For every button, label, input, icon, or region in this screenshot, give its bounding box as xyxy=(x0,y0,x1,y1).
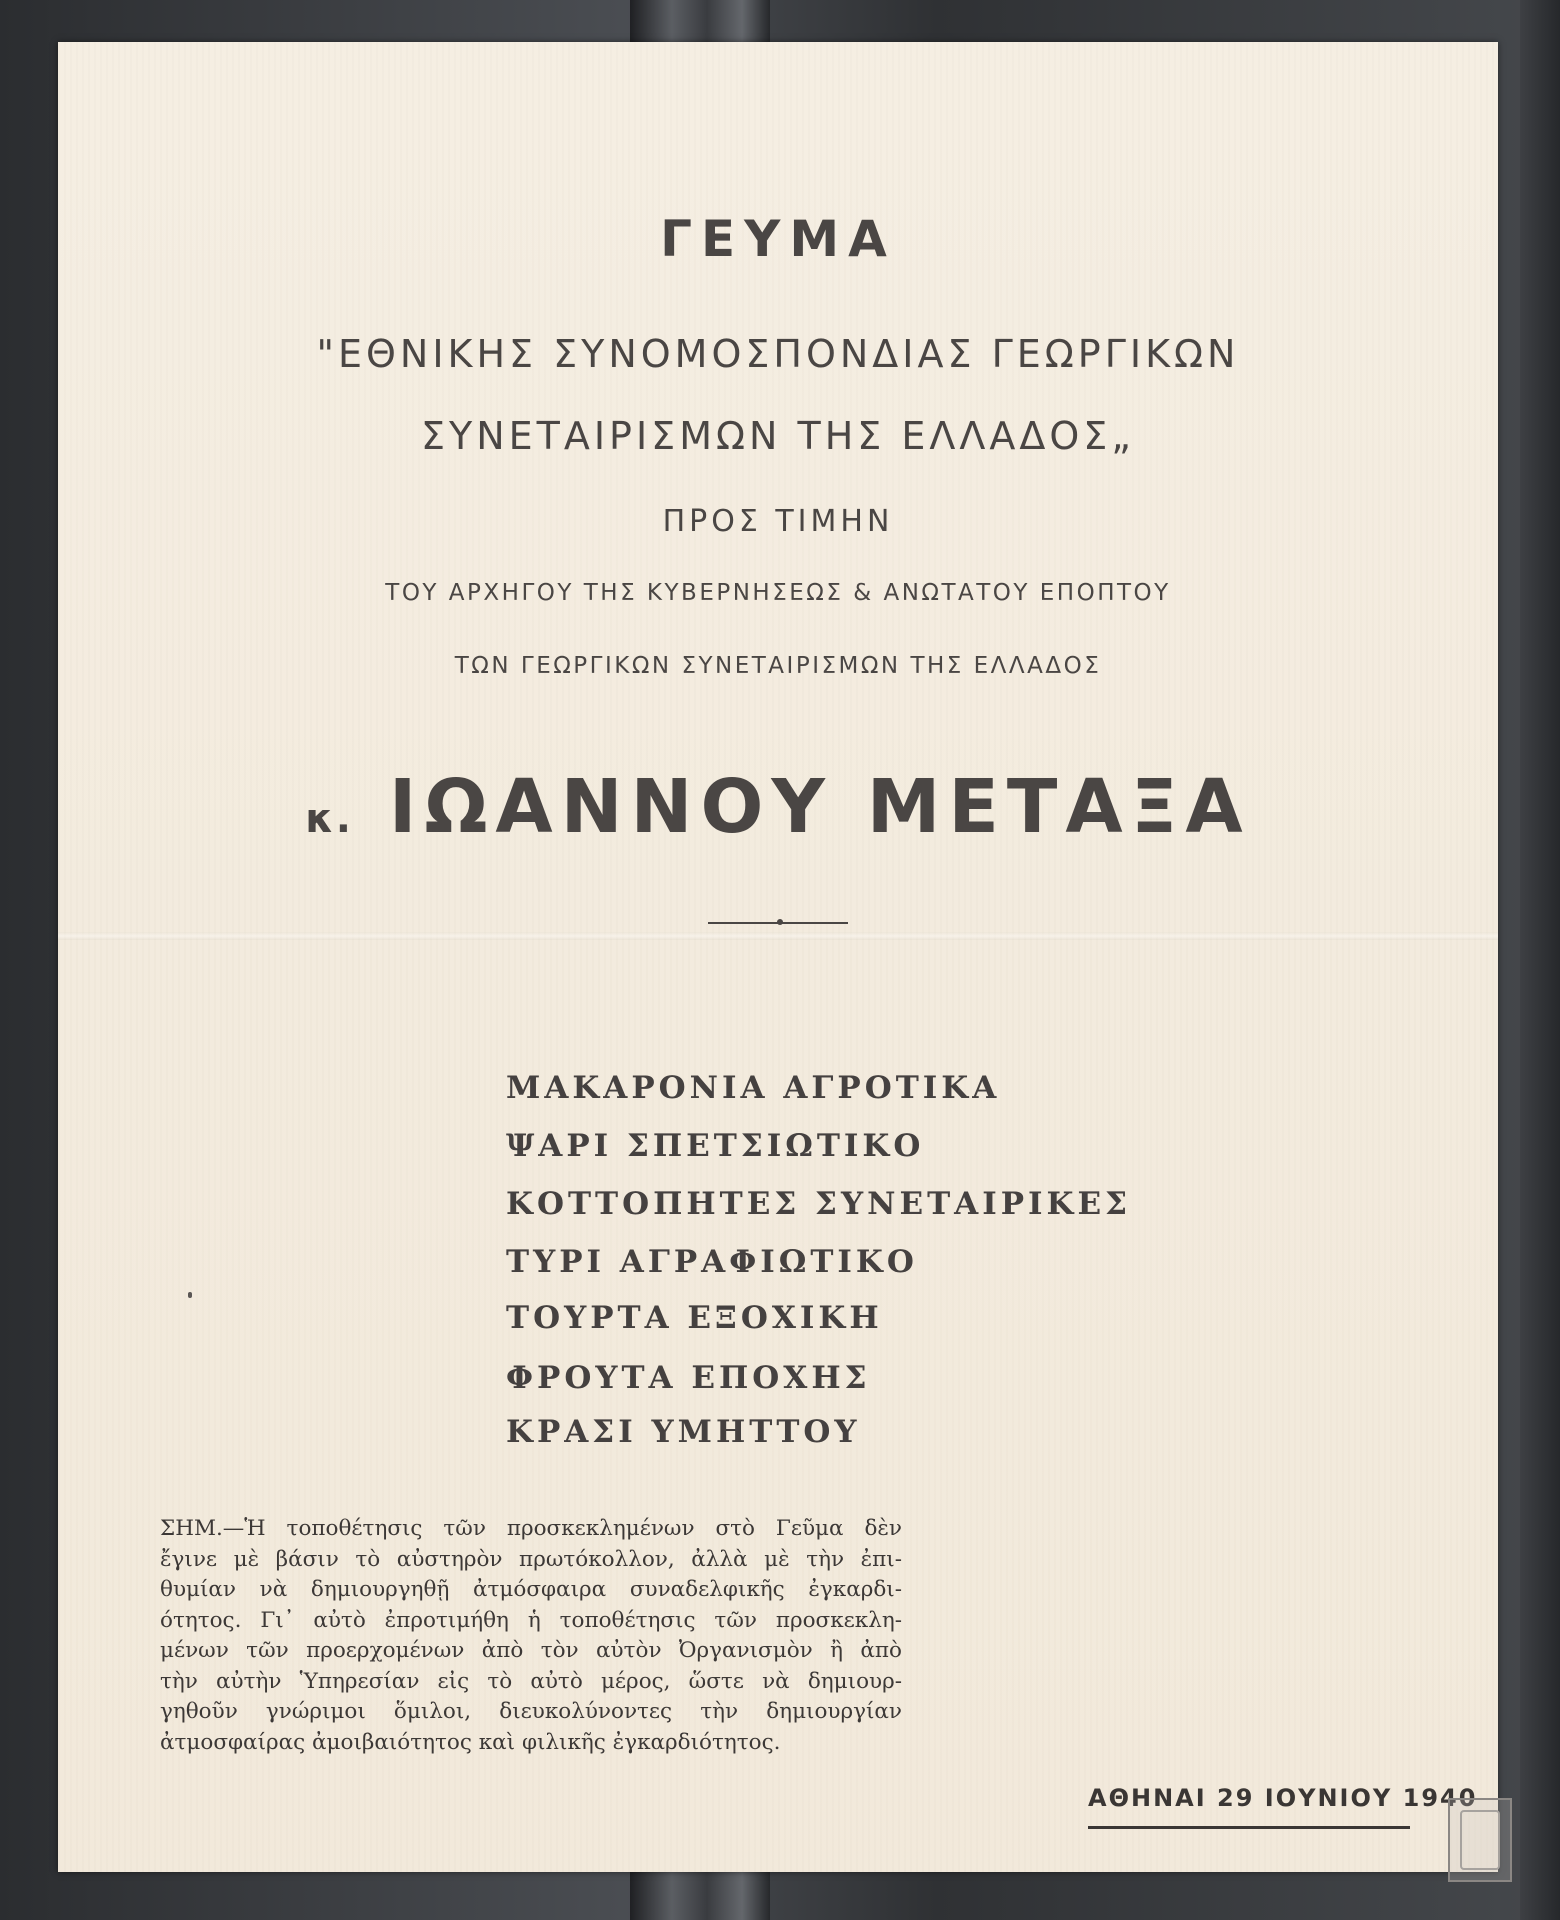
note-line: γηθοῦν γνώριμοι ὅμιλοι, διευκολύνοντες τὴν δημιουργίαν xyxy=(160,1699,902,1724)
scan-edge xyxy=(1520,0,1560,1920)
honoree-name: ΙΩΑΝΝΟΥ ΜΕΤΑΞΑ xyxy=(388,764,1251,850)
note-line: τὴν αὐτὴν Ὑπηρεσίαν εἰς τὸ αὐτὸ μέρος, ὥστε νὰ δημιουρ- xyxy=(160,1668,902,1694)
organization-line-1: "ΕΘΝΙΚΗΣ ΣΥΝΟΜΟΣΠΟΝΔΙΑΣ ΓΕΩΡΓΙΚΩΝ xyxy=(316,332,1240,376)
paper-fold xyxy=(58,932,1498,940)
card-title: ΓΕΥΜΑ xyxy=(660,210,896,268)
menu-item: ΚΡΑΣΙ ΥΜΗΤΤΟΥ xyxy=(506,1414,861,1450)
menu-item: ΚΟΤΤΟΠΗΤΕΣ ΣΥΝΕΤΑΙΡΙΚΕΣ xyxy=(506,1186,1131,1222)
menu-card xyxy=(58,42,1498,1872)
organization-line-2: ΣΥΝΕΤΑΙΡΙΣΜΩΝ ΤΗΣ ΕΛΛΑΔΟΣ„ xyxy=(420,414,1135,458)
honor-line: ΠΡΟΣ ΤΙΜΗΝ xyxy=(662,504,894,539)
honoree-prefix: κ. xyxy=(305,796,353,842)
note-line: ἔγινε μὲ βάσιν τὸ αὐστηρὸν πρωτόκολλον, ἀλλὰ μὲ τὴν ἐπι- xyxy=(160,1546,902,1572)
note-line: ΣΗΜ.—Ἡ τοποθέτησις τῶν προσκεκλημένων στὸ Γεῦμα δὲν xyxy=(160,1516,902,1541)
honoree-name-row xyxy=(58,764,1498,850)
menu-item: ΨΑΡΙ ΣΠΕΤΣΙΩΤΙΚΟ xyxy=(506,1128,925,1164)
stamp-emblem-icon xyxy=(1460,1810,1500,1870)
subtitle-line-2: ΤΩΝ ΓΕΩΡΓΙΚΩΝ ΣΥΝΕΤΑΙΡΙΣΜΩΝ ΤΗΣ ΕΛΛΑΔΟΣ xyxy=(454,653,1102,679)
menu-item: ΦΡΟΥΤΑ ΕΠΟΧΗΣ xyxy=(506,1360,871,1396)
menu-item: ΤΟΥΡΤΑ ΕΞΟΧΙΚΗ xyxy=(506,1300,883,1336)
paper-speck xyxy=(188,1292,192,1298)
seating-note xyxy=(160,1514,902,1758)
note-line: μένων τῶν προερχομένων ἀπὸ τὸν αὐτὸν Ὀργανισμὸν ἢ ἀπὸ xyxy=(160,1638,902,1663)
note-line: θυμίαν νὰ δημιουργηθῇ ἀτμόσφαιρα συναδελφικῆς ἐγκαρδι- xyxy=(160,1577,902,1602)
subtitle-line-1: ΤΟΥ ΑΡΧΗΓΟΥ ΤΗΣ ΚΥΒΕΡΝΗΣΕΩΣ & ΑΝΩΤΑΤΟΥ ΕΠΟΠΤΟΥ xyxy=(385,580,1171,606)
date-place: ΑΘΗΝΑΙ 29 ΙΟΥΝΙΟΥ 1940 xyxy=(1088,1784,1478,1812)
divider-dot xyxy=(777,919,783,925)
note-line: ἀτμοσφαίρας ἀμοιβαιότητος καὶ φιλικῆς ἐγκαρδιότητος. xyxy=(160,1729,781,1755)
archive-stamp-icon xyxy=(1448,1798,1512,1882)
menu-item: ΤΥΡΙ ΑΓΡΑΦΙΩΤΙΚΟ xyxy=(506,1244,918,1280)
date-underline xyxy=(1088,1826,1410,1829)
note-line: ότητος. Γι᾽ αὐτὸ ἐπροτιμήθη ἡ τοποθέτησις τῶν προσκεκλη- xyxy=(160,1607,902,1633)
menu-item: ΜΑΚΑΡΟΝΙΑ ΑΓΡΟΤΙΚΑ xyxy=(506,1070,1001,1106)
